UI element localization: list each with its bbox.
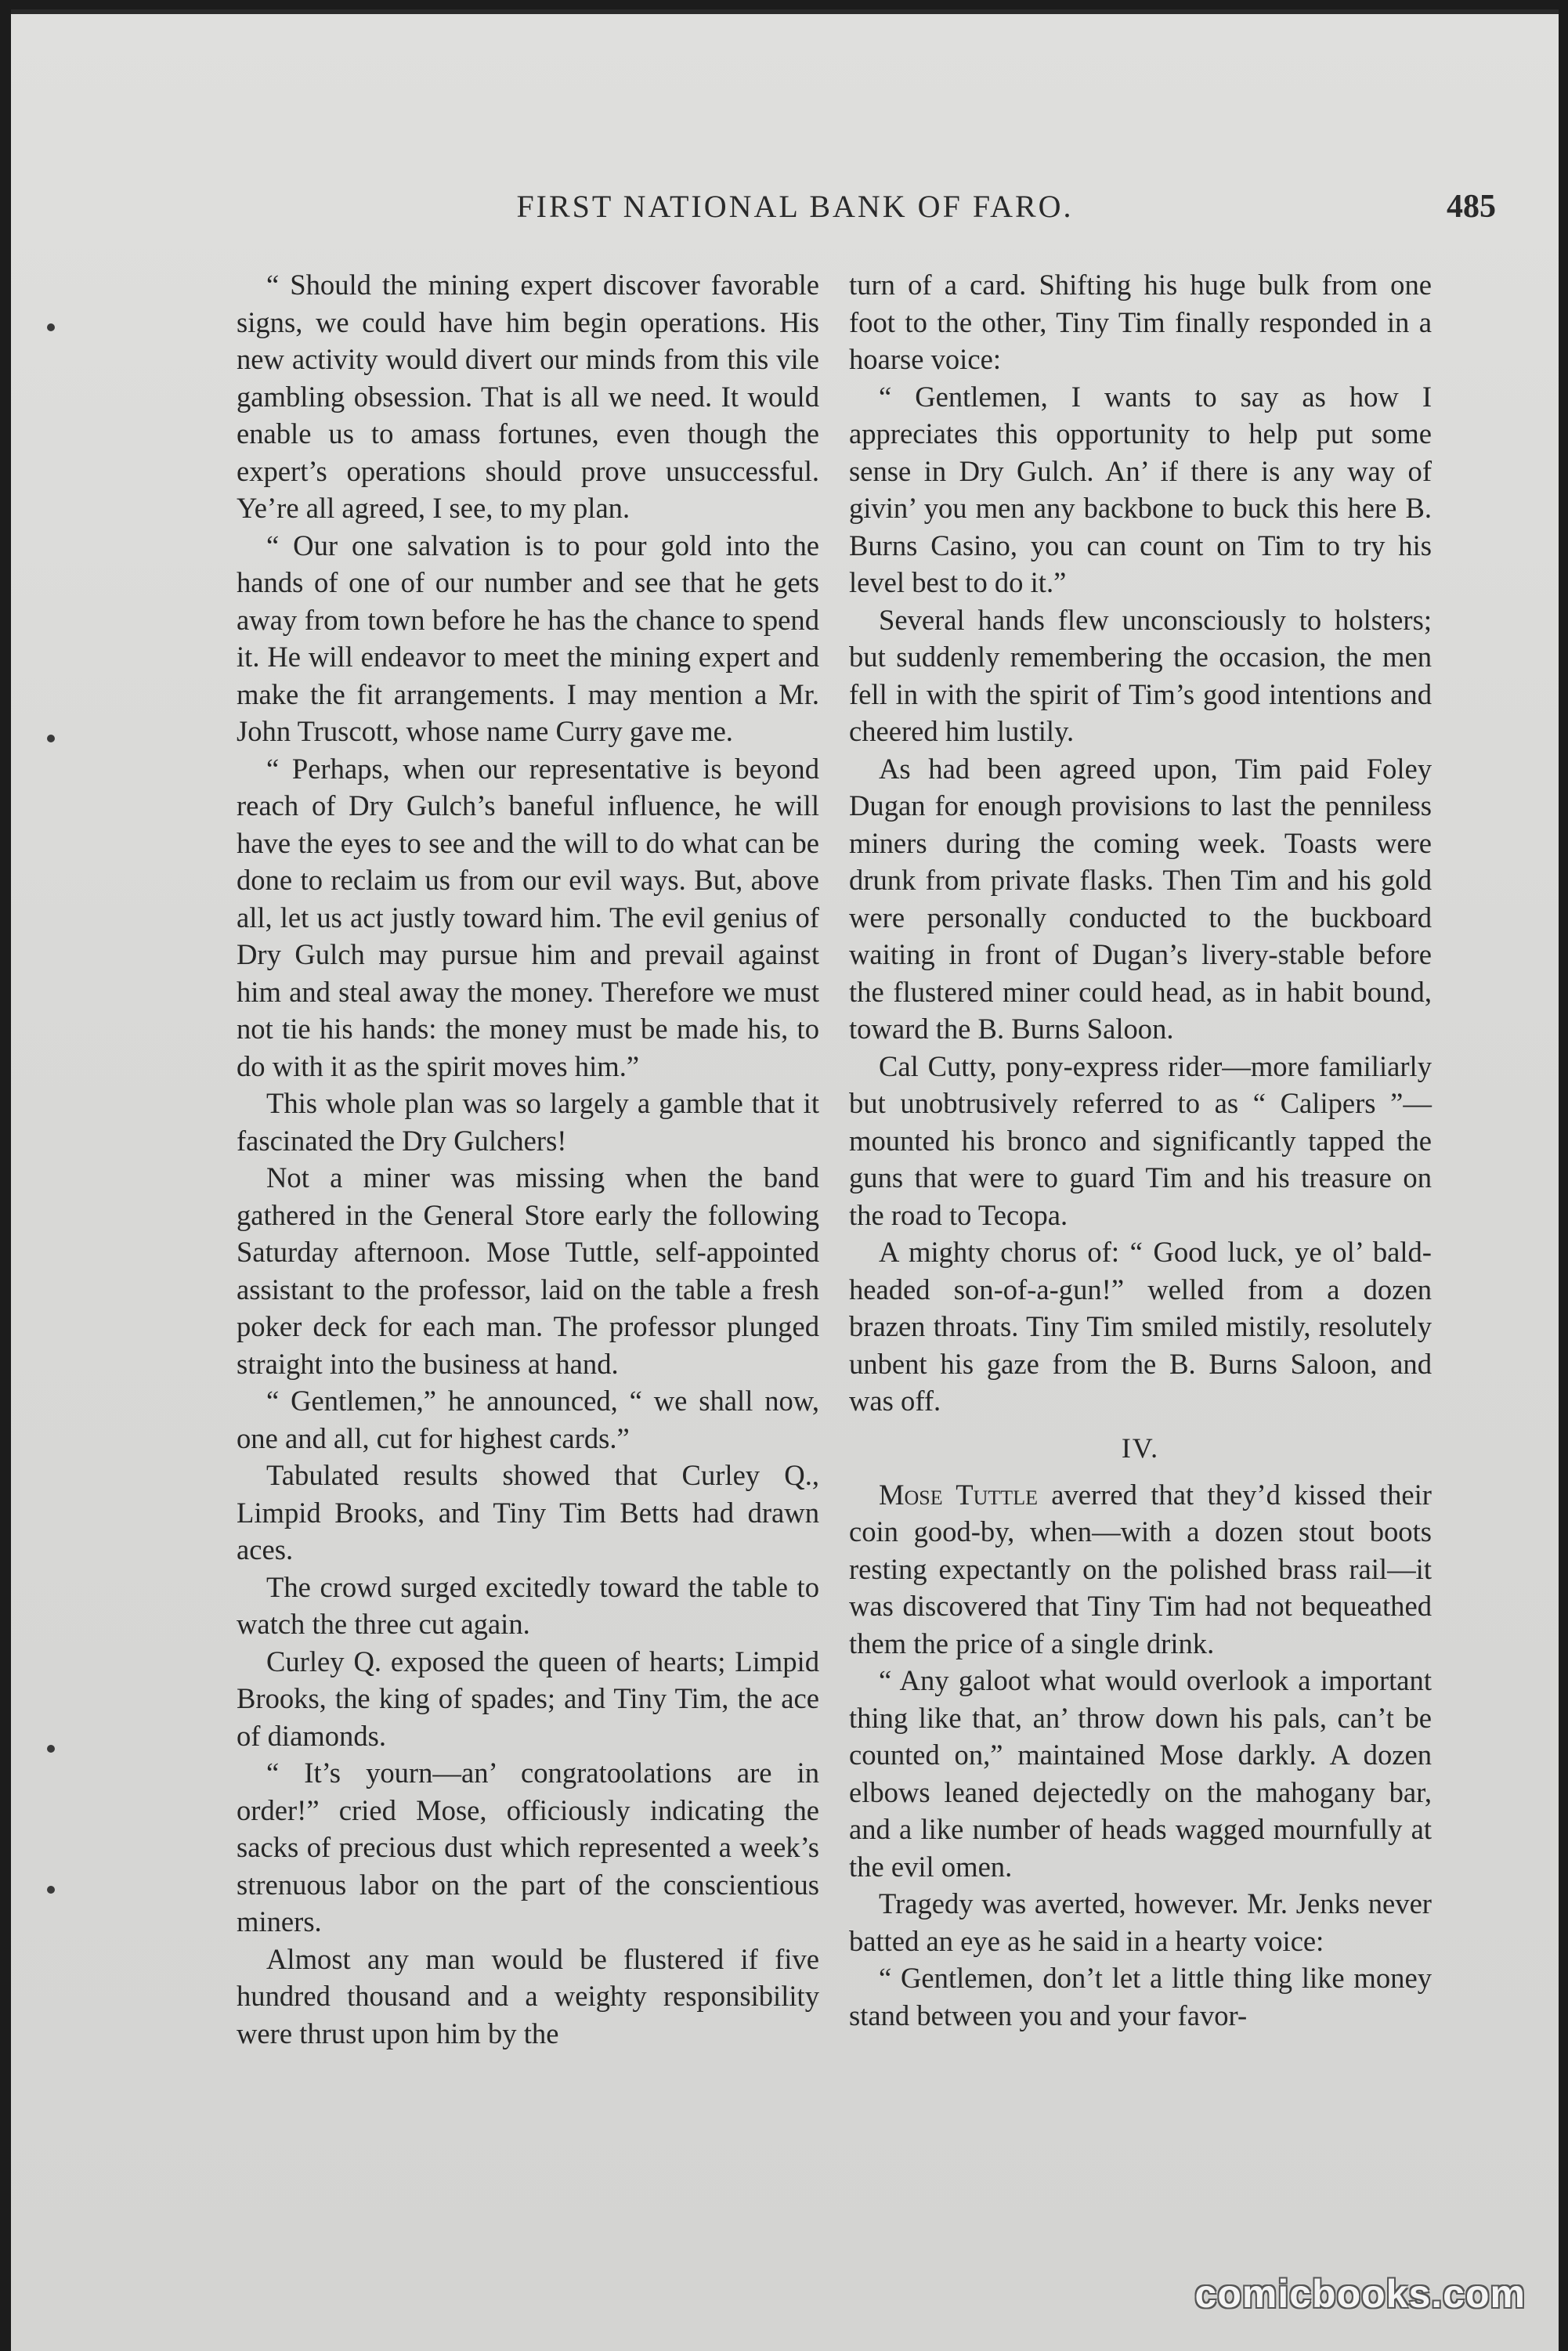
paragraph: turn of a card. Shifting his huge bulk from one foot to the other, Tiny Tim finally responded in a hoarse voice: bbox=[849, 269, 1432, 375]
watermark: comicbooks.com bbox=[1194, 2272, 1526, 2316]
paragraph: This whole plan was so largely a gamble that it fascinated the Dry Gulchers! bbox=[237, 1087, 819, 1157]
paragraph: “ Gentlemen,” he announced, “ we shall now, one and all, cut for highest cards.” bbox=[237, 1385, 819, 1454]
paragraph: Almost any man would be flustered if five hundred thousand and a weighty responsibility were thrust upon him by the bbox=[237, 1942, 819, 2049]
page-header bbox=[11, 188, 1559, 243]
paragraph: “ Any galoot what would overlook a important thing like that, an’ throw down his pals, can’t be counted on,” maintained Mose darkly. A dozen elbows leaned dejectedly on the mahogany bar, and a like number of heads wagged mournfully at the evil omen. bbox=[849, 1664, 1432, 1883]
page-number: 485 bbox=[1447, 189, 1496, 225]
paragraph: As had been agreed upon, Tim paid Foley Dugan for enough provisions to last the penniless miners during the coming week. Toasts were drunk from private flasks. Then Tim and his gold were personally conducted to the buckboard waiting in front of Dugan’s livery-stable before the flustered miner could head, as in habit bound, toward the B. Burns Saloon. bbox=[849, 752, 1432, 1045]
paragraph-text: averred that they’d kissed their coin good-by, when—with a dozen stout boots resting expectantly on the polished brass rail—it was discovered that Tiny Tim had not bequeathed them the price of a single drink. bbox=[849, 1478, 1432, 1659]
paragraph: “ Gentlemen, don’t let a little thing like money stand between you and your favor- bbox=[849, 1962, 1432, 2031]
binding-hole bbox=[47, 323, 55, 331]
paragraph: Curley Q. exposed the queen of hearts; Limpid Brooks, the king of spades; and Tiny Tim, the ace of diamonds. bbox=[237, 1645, 819, 1752]
binding-hole bbox=[47, 1745, 55, 1753]
left-column bbox=[237, 266, 819, 2052]
paragraph: Tragedy was averted, however. Mr. Jenks never batted an eye as he said in a hearty voice: bbox=[849, 1887, 1432, 1957]
binding-hole bbox=[47, 735, 55, 742]
binding-hole bbox=[47, 1886, 55, 1894]
paragraph bbox=[849, 1476, 1432, 1663]
right-column bbox=[849, 266, 1432, 2034]
paragraph: A mighty chorus of: “ Good luck, ye ol’ bald-headed son-of-a-gun!” welled from a dozen brazen throats. Tiny Tim smiled mistily, resolutely unbent his gaze from the B. Burns Saloon, and was off. bbox=[849, 1236, 1432, 1417]
lead-in-name: Mose Tuttle bbox=[879, 1478, 1038, 1511]
paragraph: “ Perhaps, when our representative is beyond reach of Dry Gulch’s baneful influence, he will have the eyes to see and the will to do what can be done to reclaim us from our evil ways. But, above all, let us act justly toward him. The evil genius of Dry Gulch may pursue him and prevail against him and steal away the money. Therefore we must not tie his hands: the money must be made his, to do with it as the spirit moves him.” bbox=[237, 752, 819, 1082]
paragraph: Several hands flew unconsciously to holsters; but suddenly remembering the occasion, the men fell in with the spirit of Tim’s good intentions and cheered him lustily. bbox=[849, 603, 1432, 747]
book-page bbox=[11, 9, 1559, 2351]
paragraph: “ Gentlemen, I wants to say as how I appreciates this opportunity to help put some sense in Dry Gulch. An’ if there is any way of givin’ you men any backbone to buck this here B. Burns Casino, you can count on Tim to try his level best to do it.” bbox=[849, 380, 1432, 598]
paragraph: Tabulated results showed that Curley Q., Limpid Brooks, and Tiny Tim Betts had drawn aces. bbox=[237, 1459, 819, 1566]
paragraph: Not a miner was missing when the band gathered in the General Store early the following Saturday afternoon. Mose Tuttle, self-appointed assistant to the professor, laid on the table a fresh poker deck for each man. The professor plunged straight into the business at hand. bbox=[237, 1161, 819, 1380]
section-heading: IV. bbox=[1121, 1432, 1160, 1464]
paragraph: Cal Cutty, pony-express rider—more familiarly but unobtrusively referred to as “ Calipers ”—mounted his bronco and significantly tapped the guns that were to guard Tim and his treasure on the road to Tecopa. bbox=[849, 1049, 1432, 1231]
paragraph: The crowd surged excitedly toward the table to watch the three cut again. bbox=[237, 1570, 819, 1640]
paragraph: “ Our one salvation is to pour gold into the hands of one of our number and see that he gets away from town before he has the chance to spend it. He will endeavor to meet the mining expert and make the fit arrangements. I may mention a Mr. John Truscott, whose name Curry gave me. bbox=[237, 529, 819, 747]
paragraph: “ Should the mining expert discover favorable signs, we could have him begin operations. His new activity would divert our minds from this vile gambling obsession. That is all we need. It would enable us to amass fortunes, even though the expert’s operations should prove unsuccessful. Ye’re all agreed, I see, to my plan. bbox=[237, 269, 819, 524]
running-title: FIRST NATIONAL BANK OF FARO. bbox=[516, 189, 1074, 224]
paragraph: “ It’s yourn—an’ congratoolations are in order!” cried Mose, officiously indicating the sacks of precious dust which represented a week’s strenuous labor on the part of the conscientious miners. bbox=[237, 1757, 819, 1937]
